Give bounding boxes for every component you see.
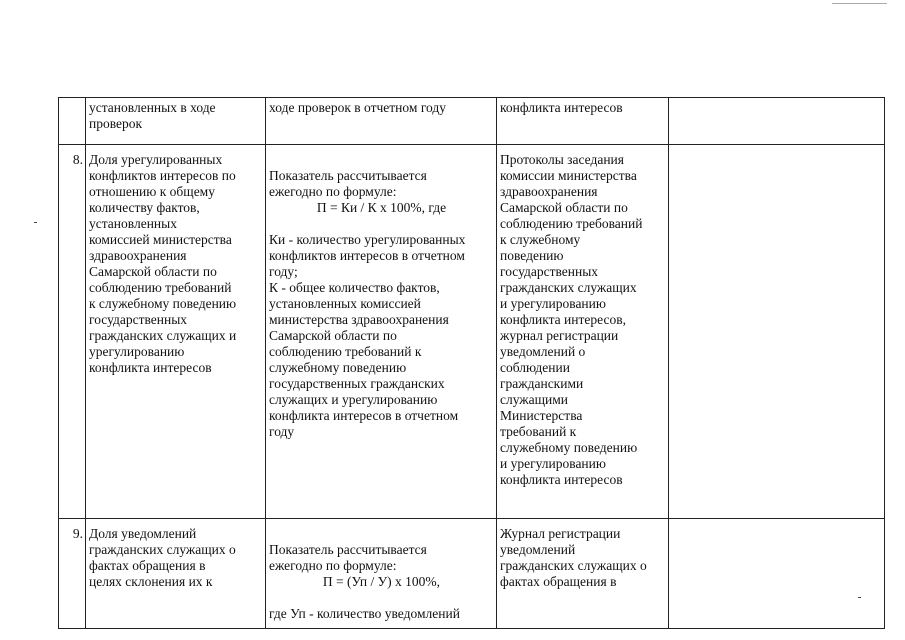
extra-cell [669, 98, 885, 145]
row-number [59, 98, 86, 145]
data-source: конфликта интересов [497, 98, 669, 145]
scan-mark [832, 3, 887, 4]
row-number: 9. [59, 519, 86, 629]
scan-mark [34, 222, 37, 223]
row-number: 8. [59, 145, 86, 519]
indicators-table [58, 97, 885, 629]
extra-cell [669, 519, 885, 629]
calculation-method [266, 519, 497, 629]
data-source: Журнал регистрации уведомлений гражданских служащих о фактах обращения в [497, 519, 669, 629]
table-row [59, 98, 885, 145]
method-text: Показатель рассчитывается ежегодно по формуле: [269, 168, 427, 199]
table-row [59, 145, 885, 519]
method-text: Ки - количество урегулированных конфликтов интересов в отчетном году; К - общее количество фактов, установленных комиссией министерства здравоохранения Самарской области по соблюдению требований к служебному поведению государственных гражданских служащих и урегулированию конфликта интересов в отчетном году [269, 232, 466, 439]
indicator-name: Доля урегулированных конфликтов интересов по отношению к общему количеству фактов, установленных комиссией министерства здравоохранения Самарской области по соблюдению требований к служебному поведению государственных гражданских служащих и урегулированию конфликта интересов [86, 145, 266, 519]
calculation-method [266, 98, 497, 145]
formula: П = (Уп / У) х 100%, [322, 574, 441, 589]
table-row [59, 519, 885, 629]
method-text: где Уп - количество уведомлений [269, 606, 460, 621]
formula: П = Ки / К х 100%, где [316, 200, 447, 215]
indicator-name: Доля уведомлений гражданских служащих о фактах обращения в целях склонения их к [86, 519, 266, 629]
indicator-name: установленных в ходе проверок [86, 98, 266, 145]
calculation-method [266, 145, 497, 519]
method-text: Показатель рассчитывается ежегодно по формуле: [269, 542, 427, 573]
method-text: ходе проверок в отчетном году [269, 100, 446, 115]
data-source: Протоколы заседания комиссии министерства здравоохранения Самарской области по соблюдению требований к служебному поведению государственных гражданских служащих и урегулированию конфликта интересов, журнал регистрации уведомлений о соблюдении гражданскими служащими Министерства требований к служебному поведению и урегулированию конфликта интересов [497, 145, 669, 519]
extra-cell [669, 145, 885, 519]
